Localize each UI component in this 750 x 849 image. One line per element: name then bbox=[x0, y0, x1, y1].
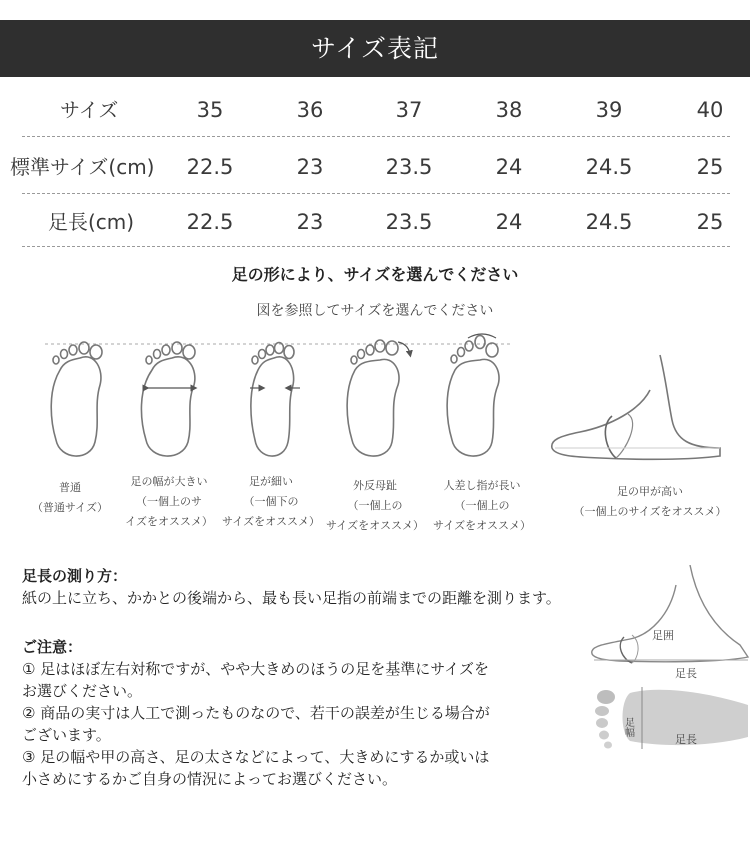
note-item-line: ございます。 bbox=[22, 726, 111, 744]
foot-caption-wide bbox=[114, 472, 224, 532]
caption-line: （一個上のサ bbox=[136, 495, 202, 508]
table-cell: 23 bbox=[296, 210, 324, 234]
table-cell: 35 bbox=[196, 98, 224, 122]
foot-narrow-icon bbox=[250, 343, 300, 457]
caption-line: 足の甲が高い bbox=[617, 485, 683, 498]
table-cell: 23 bbox=[296, 155, 324, 179]
caption-line: （普通サイズ） bbox=[31, 501, 109, 514]
table-cell: 25 bbox=[696, 210, 724, 234]
caption-line: イズをオススメ） bbox=[125, 515, 213, 528]
page-title: サイズ表記 bbox=[310, 34, 439, 63]
foot-caption-narrow bbox=[216, 472, 326, 532]
table-cell: 24 bbox=[495, 210, 523, 234]
length-label-bottom: 足長 bbox=[675, 733, 697, 746]
foot-caption-high-instep bbox=[560, 482, 740, 522]
girth-label: 足囲 bbox=[652, 629, 674, 642]
row-divider bbox=[22, 136, 730, 137]
table-cell: 24 bbox=[495, 155, 523, 179]
size-row bbox=[0, 197, 750, 247]
caption-line: （一個下の bbox=[243, 495, 299, 508]
howto-text: 紙の上に立ち、かかとの後端から、最も長い足指の前端までの距離を測ります。 bbox=[22, 589, 561, 607]
width-label-1: 足幅 bbox=[622, 717, 634, 737]
foot-long-index-toe-icon bbox=[447, 334, 499, 456]
notes-section bbox=[22, 636, 587, 790]
foot-caption-bunion bbox=[320, 476, 430, 536]
table-cell: 22.5 bbox=[186, 210, 234, 234]
size-table bbox=[0, 80, 750, 250]
caption-line: サイズをオススメ） bbox=[221, 515, 320, 528]
size-row bbox=[0, 85, 750, 135]
caption-line: （一個上の bbox=[347, 499, 403, 512]
table-cell: 25 bbox=[696, 155, 724, 179]
caption-line: 足が細い bbox=[249, 475, 293, 488]
foot-caption-normal bbox=[20, 478, 120, 518]
note-item-line: ② 商品の実寸は人工で測ったものなので、若干の誤差が生じる場合が bbox=[22, 704, 490, 722]
table-cell: 36 bbox=[296, 98, 324, 122]
foot-caption-long-toe bbox=[424, 476, 540, 536]
footprint-icon bbox=[595, 690, 748, 749]
measure-diagram bbox=[580, 565, 750, 765]
size-row bbox=[0, 142, 750, 192]
length-label-top: 足長 bbox=[675, 667, 697, 680]
table-cell: 23.5 bbox=[385, 210, 433, 234]
table-cell: 40 bbox=[696, 98, 724, 122]
table-cell: 38 bbox=[495, 98, 523, 122]
table-cell: 39 bbox=[595, 98, 623, 122]
table-cell: 23.5 bbox=[385, 155, 433, 179]
table-cell: 24.5 bbox=[585, 155, 633, 179]
row-label: 標準サイズ(cm) bbox=[10, 155, 155, 179]
caption-line: 人差し指が長い bbox=[443, 479, 521, 492]
notes-heading: ご注意： bbox=[22, 638, 83, 656]
caption-line: 普通 bbox=[59, 481, 81, 494]
caption-line: （一個上の bbox=[454, 499, 510, 512]
table-cell: 22.5 bbox=[186, 155, 234, 179]
caption-line: 外反母趾 bbox=[353, 479, 397, 492]
note-item-line: ① 足はほぼ左右対称ですが、やや大きめのほうの足を基準にサイズを bbox=[22, 660, 490, 678]
howto-section bbox=[22, 565, 561, 609]
row-divider bbox=[22, 193, 730, 194]
note-item-line: 小さめにするかご自身の情況によってお選びください。 bbox=[22, 770, 398, 788]
table-cell: 24.5 bbox=[585, 210, 633, 234]
foot-shape-title: 足の形により、サイズを選んでください bbox=[231, 265, 519, 284]
foot-bunion-icon bbox=[347, 340, 410, 456]
table-cell: 37 bbox=[395, 98, 423, 122]
caption-line: サイズをオススメ） bbox=[325, 519, 424, 532]
caption-line: （一個上のサイズをオススメ） bbox=[573, 505, 727, 518]
foot-shape-subtitle: 図を参照してサイズを選んでください bbox=[256, 303, 494, 319]
note-item-line: ③ 足の幅や甲の高さ、足の太さなどによって、大きめにするか或いは bbox=[22, 748, 490, 766]
note-item-line: お選びください。 bbox=[22, 682, 143, 700]
row-label: サイズ bbox=[60, 98, 119, 122]
row-divider bbox=[22, 246, 730, 247]
foot-normal-icon bbox=[51, 342, 102, 456]
caption-line: サイズをオススメ） bbox=[432, 519, 531, 532]
foot-high-instep-icon bbox=[552, 355, 720, 459]
foot-shapes-illustration bbox=[0, 330, 750, 475]
row-label: 足長(cm) bbox=[48, 210, 135, 234]
foot-wide-icon bbox=[141, 342, 195, 456]
side-foot-icon bbox=[592, 565, 748, 663]
caption-line: 足の幅が大きい bbox=[130, 475, 208, 488]
howto-heading: 足長の測り方： bbox=[22, 567, 128, 585]
